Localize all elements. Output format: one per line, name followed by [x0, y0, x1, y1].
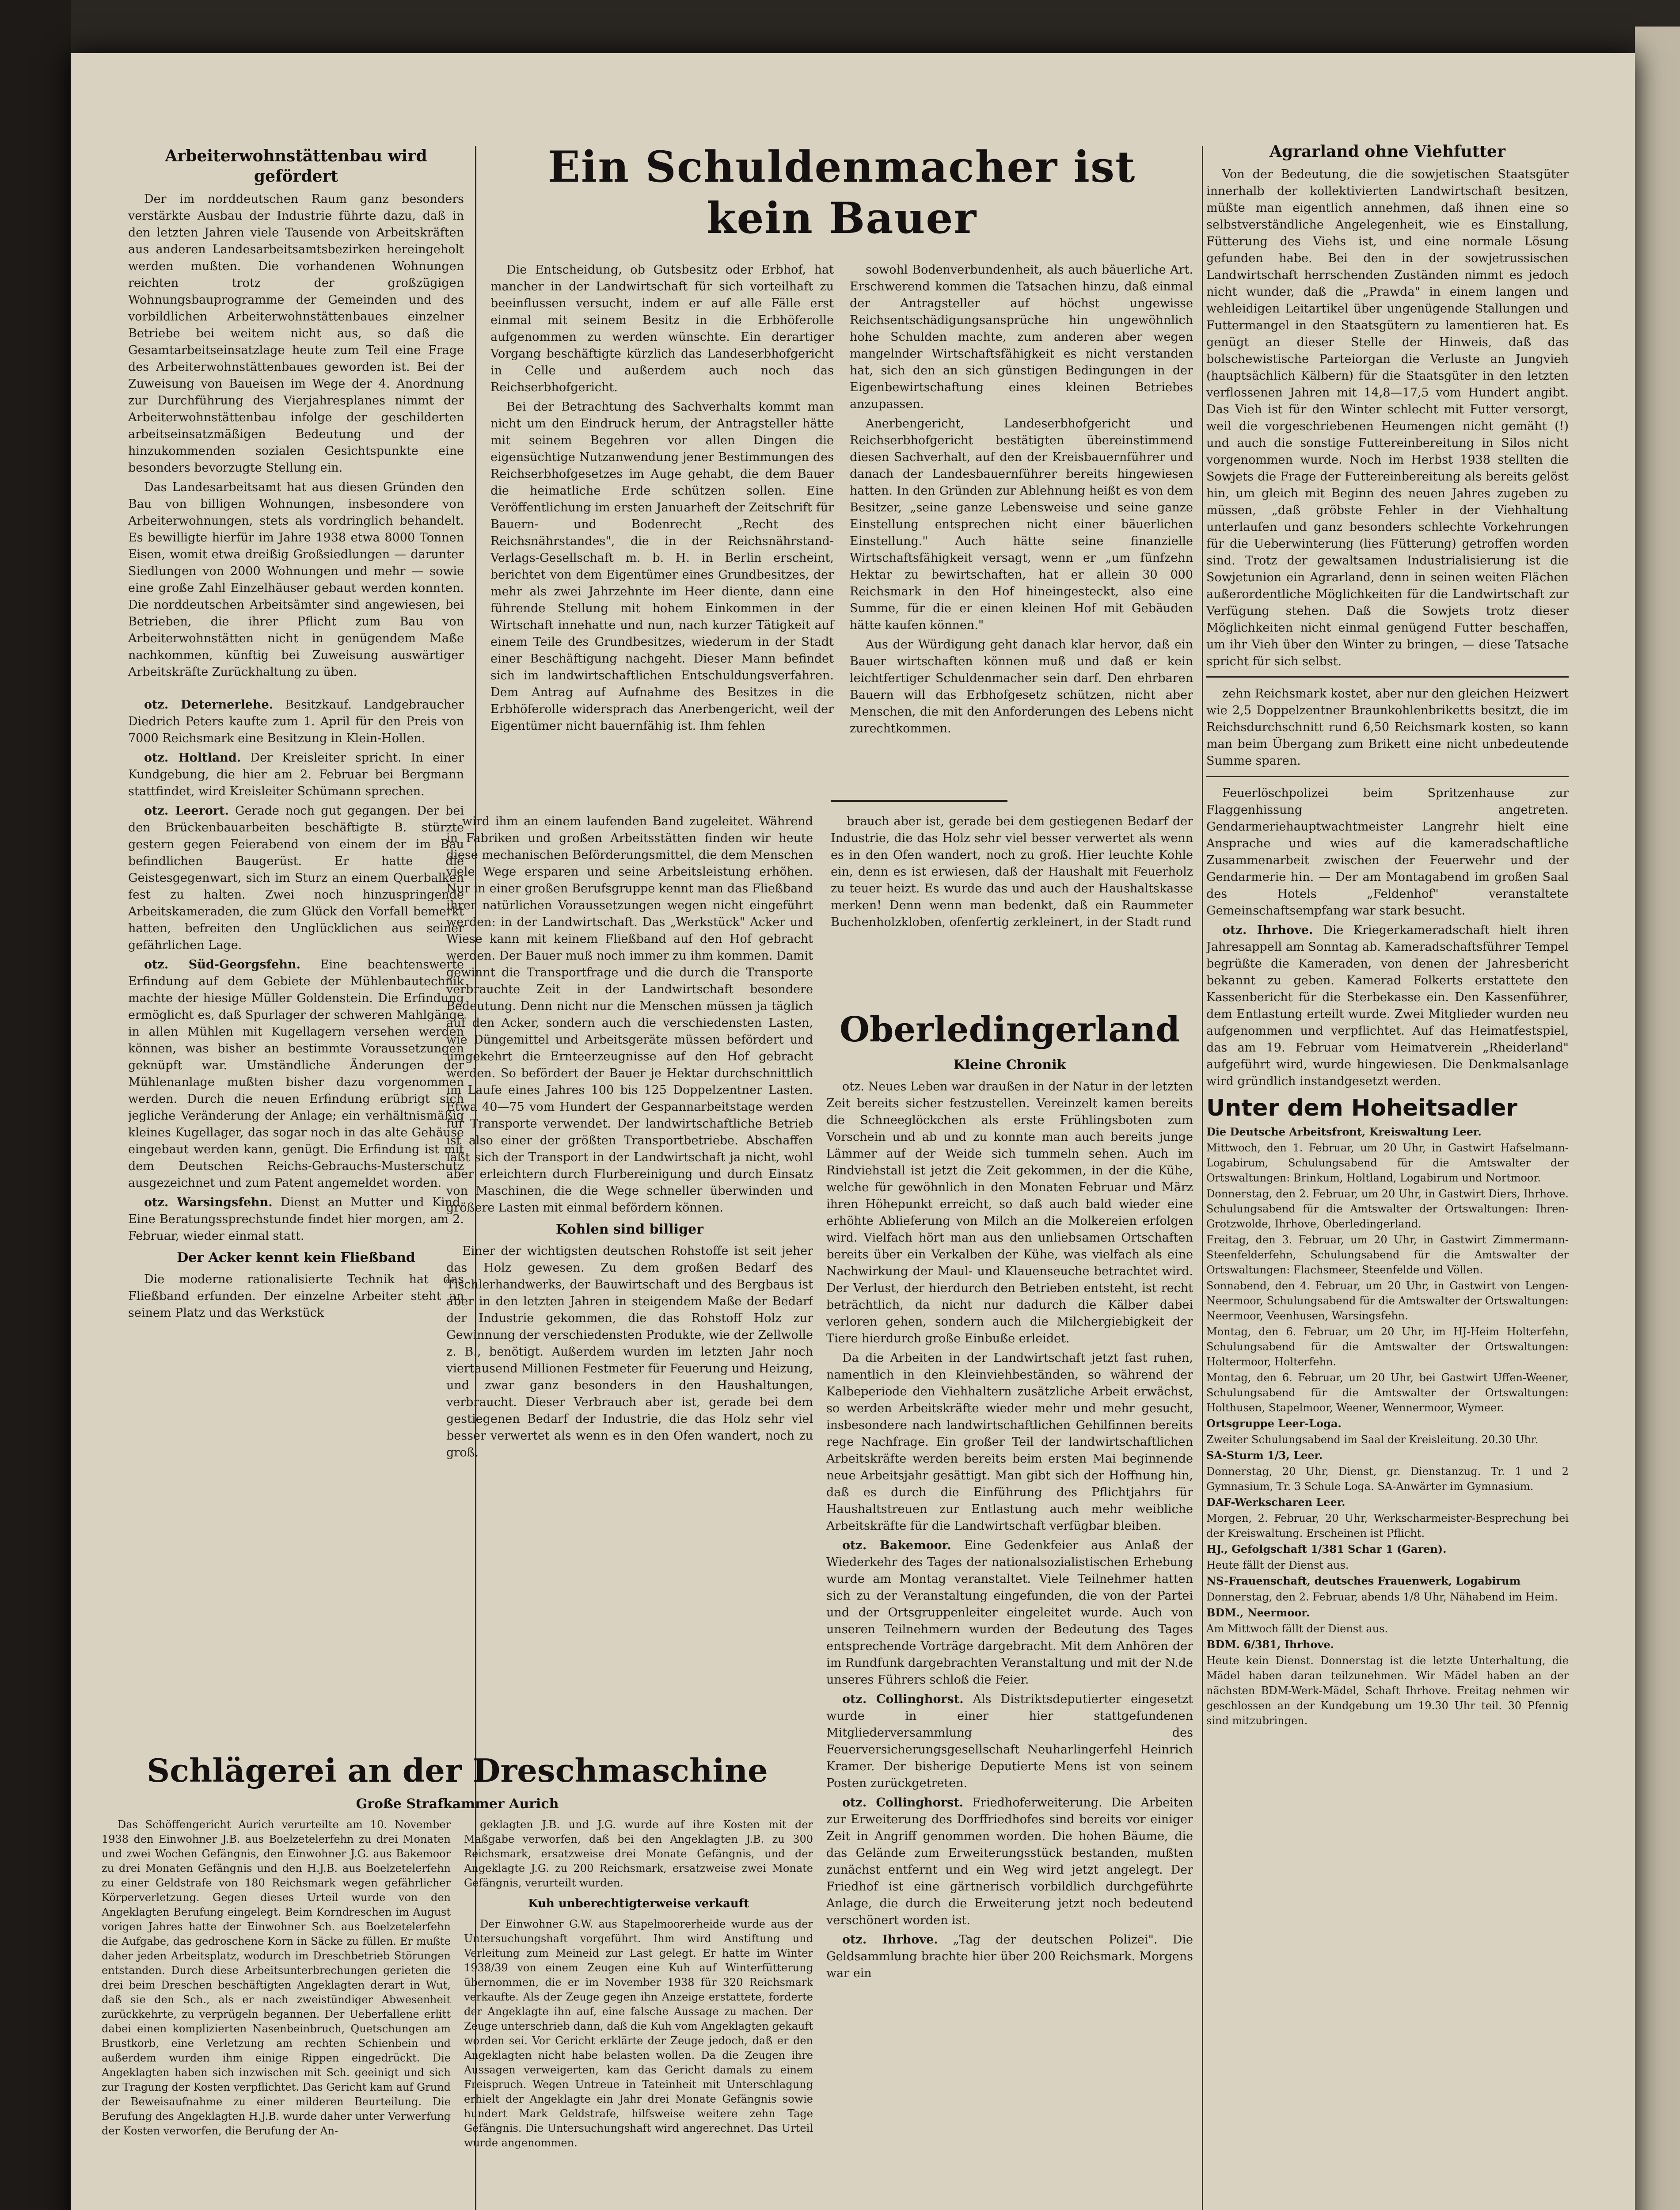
article-paragraph: sowohl Bodenverbundenheit, als auch bäuerliche Art. Erschwerend kommen die Tatsachen hinzu, daß einmal der Antragsteller auf höchst ungewisse Reichsentschädigungsansprüche hin ungewöhnlich hohe Schulden machte, zum anderen aber wegen mangelnder Wirtschaftsfähigkeit es nicht verstanden hat, sich den an sich günstigen Bedingungen in der Eigenbewirtschaftung eines kleinen Betriebes anzupassen. [850, 263, 1193, 411]
announcement-line: Mittwoch, den 1. Februar, um 20 Uhr, in Gastwirt Hafselmann-Logabirum, Schulungsabend für die Amtswalter der Ortswaltungen: Brinkum, Holtland, Logabirum und Nortmoor. [1206, 1142, 1569, 1184]
announcement-line: Am Mittwoch fällt der Dienst aus. [1206, 1623, 1388, 1635]
local-note: otz. Deternerlehe. Besitzkauf. Landgebraucher Diedrich Peters kaufte zum 1. April für den Preis von 7000 Reichsmark eine Besitzung in Klein-Hollen. [128, 698, 464, 745]
section-divider [1206, 676, 1569, 678]
article-paragraph: otz. Neues Leben war draußen in der Natur in der letzten Zeit bereits sicher festzustellen. Vereinzelt kamen bereits die Schneeglöckchen als erste Frühlingsboten zum Vorschein und ab und zu konnte man auch bereits junge Lämmer auf der Weide sich tummeln sehen. Auch im Rindviehstall ist jetzt die Zeit gekommen, in der die Kühe, welche für gewöhnlich in den Monaten Februar und März ihren Höhepunkt erreicht, so daß auch bald wieder eine erhöhte Ablieferung von Milch an die Molkereien erfolgen wird. Vielfach hört man aus den unliebsamen Ortschaften bereits über ein Verkalben der Kühe, was vielfach als eine Nachwirkung der Maul- und Klauenseuche betrachtet wird. Der Verlust, der hierdurch den Betrieben entsteht, ist recht beträchtlich, da nicht nur dadurch die Kälber dabei verloren gehen, sondern auch die Milchergiebigkeit der Tiere hierdurch große Einbuße erleidet. [826, 1080, 1193, 1345]
subheadline-kleine-chronik: Kleine Chronik [953, 1057, 1066, 1073]
article-paragraph: Von der Bedeutung, die die sowjetischen Staatsgüter innerhalb der kollektivierten Landwirtschaft besitzen, müßte man eigentlich annehmen, daß ihnen eine so selbstverständliche Angelegenheit, wie es Einstallung, Fütterung des Viehs ist, und eine normale Lösung gefunden habe. Bei den in der sowjetrussischen Landwirtschaft herrschenden Zuständen nimmt es jedoch nicht wunder, daß die „Prawda" in einem langen und wehleidigen Leitartikel über ungenügende Stallungen und Futtermangel in den Staatsgütern zu lamentieren hat. Es genügt an dieser Stelle der Hinweis, daß das bolschewistische Parteiorgan die Verluste an Jungvieh (hauptsächlich Kälbern) für die Staatsgüter in den letzten verflossenen Jahren mit 14,8—17,5 vom Hundert angibt. Das Vieh ist für den Winter schlecht mit Futter versorgt, weil die vorgeschriebenen Heumengen nicht gemäht (!) und auch die sonstige Futtereinbereitung in Silos nicht vorgenommen wurde. Noch im Herbst 1938 stellten die Sowjets die Frage der Futtereinbereitung als bereits gelöst hin, um gleich mit Beginn des neuen Jahres zugeben zu müssen, „daß gröbste Fehler in der Viehhaltung unterlaufen und ganz besonders schlechte Vorkehrungen für die Ueberwinterung (lies Fütterung) getroffen worden sind. Trotz der gewaltsamen Industrialisierung ist die Sowjetunion ein Agrarland, denn in seinen weiten Flächen außerordentliche Möglichkeiten für die Landwirtschaft zur Verfügung stehen. Daß die Sowjets trotz dieser Möglichkeiten nicht einmal genügend Futter beschaffen, um ihr Vieh über den Winter zu bringen, — diese Tatsache spricht für sich selbst. [1206, 168, 1569, 668]
announcement-line: DAF-Werkscharen Leer. [1206, 1496, 1346, 1509]
article-column [850, 262, 1193, 740]
article-paragraph: Da die Arbeiten in der Landwirtschaft jetzt fast ruhen, namentlich in den Kleinviehbeständen, so während der Kalbeperiode den Viehhaltern zusätzliche Arbeit erwächst, so werden Arbeitskräfte wieder mehr und mehr gesucht, insbesondere nach landwirtschaftlichen Gehilfinnen bereits rege Nachfrage. Ein großer Teil der landwirtschaftlichen Arbeitskräfte werden bereits beim ersten Mai beginnende neue Arbeitsjahr gesättigt. Man gibt sich der Hoffnung hin, daß es durch die Einführung des Pflichtjahrs für Haushaltstreuen zur Entlastung auch mehr weibliche Arbeitskräfte für die Landwirtschaft verfügbar bleiben. [826, 1351, 1193, 1533]
article-column [102, 1818, 451, 2153]
local-note: otz. Bakemoor. Eine Gedenkfeier aus Anlaß der Wiederkehr des Tages der nationalsozialistischen Erhebung wurde am Montag veranstaltet. Viele Teilnehmer hatten sich zu der Veranstaltung eingefunden, die von der Partei und der Ortsgruppenleiter eingeleitet wurde. Auch von unseren Teilnehmern wurden der Bedeutung des Tages entsprechende Vorträge dargebracht. Mit dem Anhören der im Rundfunk dargebrachten Veranstaltung und mit der N.de unseres Führers schloß die Feier. [826, 1539, 1193, 1687]
announcement-line: Freitag, den 3. Februar, um 20 Uhr, in Gastwirt Zimmermann-Steenfelderfehn, Schulungsabend für die Amtswalter der Ortswaltungen: Flachsmeer, Steenfelde und Völlen. [1206, 1234, 1569, 1276]
announcement-line: Heute fällt der Dienst aus. [1206, 1559, 1349, 1571]
announcement-line: BDM., Neermoor. [1206, 1606, 1310, 1619]
local-note: otz. Ihrhove. Die Kriegerkameradschaft hielt ihren Jahresappell am Sonntag ab. Kameradschaftsführer Tempel begrüßte die Kameraden, von denen der Jahresbericht bekannt zu geben. Kamerad Folkerts erstattete den Kassenbericht für die Sterbekasse ein. Den Kassenführer, dem Entlastung erteilt wurde. Zwei Mitglieder wurden neu aufgenommen und verpflichtet. Auf das Heimatfestspiel, das am 19. Februar vom Heimatverein „Rheiderland" aufgeführt wird, wurde hingewiesen. Die Denkmalsanlage wird gründlich instandgesetzt werden. [1206, 923, 1569, 1088]
center-article [490, 141, 1193, 796]
headline-agrarland: Agrarland ohne Viehfutter [1270, 142, 1505, 161]
column-right [1206, 141, 1569, 2210]
announcement-line: Morgen, 2. Februar, 20 Uhr, Werkscharmeister-Besprechung bei der Kreiswaltung. Erscheinen ist Pflicht. [1206, 1512, 1569, 1539]
oberledingerland-section [826, 1008, 1193, 2210]
subheadline-strafkammer: Große Strafkammer Aurich [356, 1796, 559, 1812]
article-paragraph: zehn Reichsmark kostet, aber nur den gleichen Heizwert wie 2,5 Doppelzentner Braunkohlenbriketts besitzt, die im Reichsdurchschnitt rund 6,50 Reichsmark kosten, so kann man beim Übergang zum Brikett eine nicht unbedeutende Summe sparen. [1206, 687, 1569, 768]
article-paragraph: Die moderne rationalisierte Technik hat das Fließband erfunden. Der einzelne Arbeiter steht an seinem Platz und das Werkstück [128, 1273, 464, 1320]
local-note: otz. Holtland. Der Kreisleiter spricht. In einer Kundgebung, die hier am 2. Februar bei Bergmann stattfindet, wird Kreisleiter Schümann sprechen. [128, 751, 464, 798]
next-page-edge [1635, 27, 1680, 2210]
article-column [464, 1818, 813, 2153]
announcement-line: BDM. 6/381, Ihrhove. [1206, 1638, 1334, 1651]
scan-left-border [0, 0, 71, 2210]
subheadline-acker: Der Acker kennt kein Fließband [177, 1250, 415, 1265]
local-note: otz. Collinghorst. Friedhoferweiterung. Die Arbeiten zur Erweiterung des Dorffriedhofes sind bereits vor einiger Zeit in Angriff genommen worden. Die hohen Bäume, die das Gelände zum Erweiterungsstück bestanden, mußten zunächst entfernt und ein Weg wird jetzt angelegt. Der Friedhof ist eine gärtnerisch vorbildlich durchgeführte Anlage, die durch die Erweiterung jetzt noch bedeutend verschönert worden ist. [826, 1796, 1193, 1927]
announcement-line: Ortsgruppe Leer-Loga. [1206, 1417, 1342, 1430]
subheadline-kohlen: Kohlen sind billiger [556, 1222, 703, 1237]
column-left [128, 146, 464, 1613]
local-note: otz. Süd-Georgsfehn. Eine beachtenswerte Erfindung auf dem Gebiete der Mühlenbautechnik machte der hiesige Müller Goldenstein. Die Erfindung ermöglicht es, daß Spurlager der schweren Mahlgänge in allen Mühlen mit Kugellagern versehen werden können, was bisher an bestimmte Voraussetzungen geknüpft war. Umständliche Änderungen der Mühlenanlage mußten bisher dazu vorgenommen werden. Durch die neuen Erfindung erübrigt sich jegliche Veränderung der Anlage; ein verhältnismäßig kleines Kugellager, das sogar noch in das alte Gehäuse eingebaut werden kann, genügt. Die Erfindung ist mit dem Deutschen Reichs-Gebrauchs-Musterschutz ausgezeichnet und zum Patent angemeldet worden. [128, 958, 464, 1190]
headline-arbeiterwohnstaetten: Arbeiterwohnstättenbau wird gefördert [165, 147, 427, 186]
article-paragraph: Der Einwohner G.W. aus Stapelmoorerheide wurde aus der Untersuchungshaft vorgeführt. Ihm wird Anstiftung und Verleitung zum Meineid zur Last gelegt. Er hatte im Winter 1938/39 von einem Zeugen eine Kuh auf Winterfütterung übernommen, die er im November 1938 für 320 Reichsmark verkaufte. Als der Zeuge gegen ihn Anzeige erstattete, forderte der Angeklagte ihn auf, eine falsche Aussage zu machen. Der Zeuge unterschrieb dann, daß die Kuh vom Angeklagten gekauft worden sei. Vor Gericht erklärte der Zeuge jedoch, daß er den Angeklagten nicht habe belasten wollen. Da die Zeugen ihre Aussagen verweigerten, kam das Gericht damals zu einem Freispruch. Wegen Untreue in Tateinheit mit Unterschlagung erhielt der Angeklagte ein Jahr drei Monate Gefängnis sowie hundert Mark Geldstrafe, hilfsweise weitere zehn Tage Gefängnis. Die Untersuchungshaft wird angerechnet. Das Urteil wurde angenommen. [464, 1918, 813, 2149]
fliessband-continuation [446, 813, 813, 1843]
article-paragraph: Feuerlöschpolizei beim Spritzenhause zur Flaggenhissung angetreten. Gendarmeriehauptwachtmeister Langrehr hielt eine Ansprache und wies auf die kameradschaftliche Zusammenarbeit zwischen der Feuerwehr und der Gendarmerie hin. — Der am Montagabend im großen Saal des Hotels „Feldenhof" veranstaltete Gemeinschaftsempfang war stark besucht. [1206, 786, 1569, 918]
announcement-line: Donnerstag, den 2. Februar, um 20 Uhr, in Gastwirt Diers, Ihrhove. Schulungsabend für die Amtswalter der Ortswaltungen: Ihren-Grotzwolde, Ihrhove, Oberledingerland. [1206, 1188, 1569, 1230]
horizontal-divider [831, 800, 1007, 802]
headline-schlaegerei: Schlägerei an der Dreschmaschine [147, 1752, 768, 1789]
column-divider [1202, 146, 1203, 2210]
article-paragraph: Anerbengericht, Landeserbhofgericht und Reichserbhofgericht bestätigten übereinstimmend diesen Sachverhalt, auf den der Kreisbauernführer und danach der Landesbauernführer bereits hingewiesen hatten. In den Gründen zur Ablehnung heißt es von dem Besitzer, „seine ganze Lebensweise und seine ganze Einstellung entsprechen nicht einer bäuerlichen Einstellung." Auch hätte seine finanzielle Wirtschaftsfähigkeit versagt, wenn er „um fünfzehn Hektar zu bewirtschaften, hat er allein 30 000 Reichsmark in den Hof hineingesteckt, also eine Summe, für die er einen kleinen Hof mit Gebäuden hätte kaufen können." [850, 417, 1193, 632]
article-column [490, 262, 834, 740]
article-paragraph: Bei der Betrachtung des Sachverhalts kommt man nicht um den Eindruck herum, der Antragsteller hätte mit seinem Begehren vor allen Dingen die eigensüchtige Nutzanwendung jener Bestimmungen des Reichserbhofgesetzes im Auge gehabt, die dem Bauer die heimatliche Erde schützen sollen. Eine Veröffentlichung im ersten Januarheft der Zeitschrift für Bauern- und Bodenrecht „Recht des Reichsnährstandes", die in der Reichsnährstand-Verlags-Gesellschaft m. b. H. in Berlin erscheint, berichtet von dem Eigentümer eines Grundbesitzes, der mehr als zwei Jahrzehnte im Heer diente, dann eine führende Stellung mit hohem Einkommen in der Wirtschaft innehatte und nun, nach kurzer Tätigkeit auf einem Teile des Grundbesitzes, wiederum in der Stadt einer Beschäftigung nachgeht. Dieser Mann befindet sich im landwirtschaftlichen Entschuldungsverfahren. Dem Antrag auf Aufnahme des Besitzes in die Erbhöferolle widersprach das Anerbengericht, weil der Eigentümer nicht bauernfähig ist. Ihm fehlen [490, 400, 834, 733]
article-paragraph: Die Entscheidung, ob Gutsbesitz oder Erbhof, hat mancher in der Landwirtschaft für sich vorteilhaft zu beeinflussen versucht, indem er auf alle Fälle erst einmal mit seinem Besitz in die Erbhöferolle aufgenommen zu werden wünschte. Ein derartiger Vorgang beschäftigte kürzlich das Landeserbhofgericht in Celle und außerdem auch noch das Reichserbhofgericht. [490, 263, 834, 394]
announcement-line: Sonnabend, den 4. Februar, um 20 Uhr, in Gastwirt von Lengen-Neermoor, Schulungsabend für die Amtswalter der Ortswaltungen: Neermoor, Veenhusen, Warsingsfehn. [1206, 1280, 1569, 1322]
announcement-line: Zweiter Schulungsabend im Saal der Kreisleitung. 20.30 Uhr. [1206, 1433, 1539, 1446]
article-paragraph: Das Landesarbeitsamt hat aus diesen Gründen den Bau von billigen Wohnungen, insbesondere von Arbeiterwohnungen, stets als vordringlich behandelt. Es bewilligte hierfür im Jahre 1938 etwa 8000 Tonnen Eisen, womit etwa dreißig Großsiedlungen — darunter Siedlungen von 2000 Wohnungen und mehr — sowie eine große Zahl Einzelhäuser gebaut werden konnten. Die norddeutschen Arbeitsämter sind angewiesen, bei Betrieben, die ihrer Pflicht zum Bau von Arbeiterwohnstätten nicht in genügendem Maße nachkommen, künftig bei Zuweisung auswärtiger Arbeitskräfte Zurückhaltung zu üben. [128, 480, 464, 679]
announcement-line: Donnerstag, den 2. Februar, abends 1/8 Uhr, Nähabend im Heim. [1206, 1591, 1558, 1603]
article-paragraph: Der im norddeutschen Raum ganz besonders verstärkte Ausbau der Industrie führte dazu, daß in den letzten Jahren viele Tausende von Arbeitskräften aus anderen Landesarbeitsamtsbezirken hereingeholt werden mußten. Die vorhandenen Wohnungen reichten trotz der großzügigen Wohnungsbauprogramme der Gemeinden und des vorbildlichen Arbeiterwohnstättenbaues einzelner Betriebe bei weitem nicht aus, so daß die Gesamtarbeitseinsatzlage heute zum Teil eine Frage des Arbeiterwohnstättenbaues geworden ist. Bei der Zuweisung von Baueisen im Wege der 4. Anordnung zur Durchführung des Vierjahresplanes nimmt der Arbeiterwohnstättenbau infolge der geschilderten arbeitseinsatzmäßigen Bedeutung und der hinzukommenden sozialen Gesichtspunkte eine besonders bevorzugte Stellung ein. [128, 192, 464, 475]
schlaegerei-article [102, 1750, 813, 2210]
headline-oberledingerland: Oberledingerland [839, 1010, 1180, 1050]
announcement-line: NS-Frauenschaft, deutsches Frauenwerk, Logabirum [1206, 1574, 1521, 1587]
local-note: otz. Ihrhove. „Tag der deutschen Polizei". Die Geldsammlung brachte hier über 200 Reichsmark. Morgens war ein [826, 1933, 1193, 1980]
local-note: otz. Leerort. Gerade noch gut gegangen. Der bei den Brückenbauarbeiten beschäftigte B. stürzte gestern gegen Feierabend von einem der im Bau befindlichen Baugerüst. Er hatte die Geistesgegenwart, sich im Sturz an einem Querbalken fest zu halten. Zwei noch hinzuspringende Arbeitskameraden, die zum Glück den Vorfall bemerkt hatten, befreiten den Unglücklichen aus seiner gefährlichen Lage. [128, 804, 464, 952]
announcement-line: HJ., Gefolgschaft 1/381 Schar 1 (Garen). [1206, 1543, 1447, 1555]
article-paragraph: Einer der wichtigsten deutschen Rohstoffe ist seit jeher das Holz gewesen. Zu dem großen Bedarf des Tischlerhandwerks, der Bauwirtschaft und des Bergbaus ist aber in den letzten Jahren in steigendem Maße der Bedarf der Industrie gekommen, die das Rohstoff Holz zur Gewinnung der verschiedensten Produkte, wie der Zellwolle z. B., benötigt. Außerdem wurden im letzten Jahr noch viertausend Millionen Festmeter für Feuerung und Heizung, und zwar ganz besonders in den Haushaltungen, verbraucht. Dieser Verbrauch aber ist, gerade bei dem gestiegenen Bedarf der Industrie, die das Holz sehr viel besser verwertet als wenn es in den Ofen wandert, noch zu groß. [446, 1244, 813, 1459]
announcement-line: SA-Sturm 1/3, Leer. [1206, 1449, 1323, 1462]
announcement-line: Montag, den 6. Februar, um 20 Uhr, im HJ-Heim Holterfehn, Schulungsabend für die Amtswalter der Ortswaltungen: Holtermoor, Holterfehn. [1206, 1326, 1569, 1368]
local-note: otz. Collinghorst. Als Distriktsdeputierter eingesetzt wurde in einer hier stattgefundenen Mitgliederversammlung des Feuerversicherungsgesellschaft Neuharlingerfehl Heinrich Kramer. Der bisherige Deputierte Mens ist von seinem Posten zurückgetreten. [826, 1692, 1193, 1790]
announcement-line: Donnerstag, 20 Uhr, Dienst, gr. Dienstanzug. Tr. 1 und 2 Gymnasium, Tr. 3 Schule Loga. SA-Anwärter im Gymnasium. [1206, 1465, 1569, 1493]
article-paragraph: brauch aber ist, gerade bei dem gestiegenen Bedarf der Industrie, die das Holz sehr viel besser verwertet als wenn es in den Ofen wandert, noch zu groß. Hier leuchte Kohle ein, denn es ist erwiesen, daß der Haushalt mit Feuerholz zu teuer heizt. Es wurde das und auch der Haushaltskasse merken! Denn wenn man bedenkt, daß ein Raummeter Buchenholzkloben, ofenfertig zerkleinert, in der Stadt rund [831, 815, 1193, 929]
article-paragraph: Das Schöffengericht Aurich verurteilte am 10. November 1938 den Einwohner J.B. aus Boelzetelerfehn zu drei Monaten und zwei Wochen Gefängnis, den Einwohner J.G. aus Bakemoor zu drei Monaten Gefängnis und den H.J.B. aus Boelzetelerfehn zu einer Geldstrafe von 180 Reichsmark wegen gefährlicher Körperverletzung. Gegen dieses Urteil wurde von den Angeklagten Berufung eingelegt. Beim Korndreschen im August vorigen Jahres hatte der Einwohner Sch. aus Boelzetelerfehn die Aufgabe, das gedroschene Korn in Säcke zu füllen. Er mußte daher jeden Arbeitsplatz, wodurch im Dreschbetrieb Störungen entstanden. Durch diese Arbeitsunterbrechungen gerieten die drei beim Dreschen beschäftigten Angeklagten derart in Wut, daß sie den Sch., als er nach zweistündiger Abwesenheit zurückkehrte, zu verprügeln begannen. Der Ueberfallene erlitt dabei einen komplizierten Nasenbeinbruch, Quetschungen am Brustkorb, eine Verletzung am rechten Schienbein und außerdem wurden ihm einige Rippen eingedrückt. Die Angeklagten haben sich inzwischen mit Sch. geeinigt und sich zur Tragung der Kosten verpflichtet. Das Gericht kam auf Grund der Beweisaufnahme zu einer milderen Beurteilung. Die Berufung des Angeklagten H.J.B. wurde daher unter Verwerfung der Kosten verworfen, die Berufung der An- [102, 1818, 451, 2137]
section-divider [1206, 776, 1569, 777]
article-paragraph: geklagten J.B. und J.G. wurde auf ihre Kosten mit der Maßgabe verworfen, daß bei den Angeklagten J.B. zu 300 Reichsmark, ersatzweise drei Monate Gefängnis, und der Angeklagte J.G. zu 200 Reichsmark, ersatzweise zwei Monate Gefängnis, verurteilt wurden. [464, 1818, 813, 1889]
announcement-list [1206, 1124, 1569, 1728]
announcement-line: Montag, den 6. Februar, um 20 Uhr, bei Gastwirt Uffen-Weener, Schulungsabend für die Amtswalter der Ortswaltungen: Holthusen, Stapelmoor, Weener, Wennermoor, Wymeer. [1206, 1372, 1569, 1414]
local-note: otz. Warsingsfehn. Dienst an Mutter und Kind. Eine Beratungssprechstunde findet hier morgen, am 2. Februar, wieder einmal statt. [128, 1196, 464, 1243]
headline-hoheitsadler: Unter dem Hoheitsadler [1206, 1095, 1518, 1121]
article-paragraph: wird ihm an einem laufenden Band zugeleitet. Während in Fabriken und großen Arbeitsstätten finden wir heute diese mechanischen Beförderungsmittel, die dem Menschen viele Wege ersparen und seine Arbeitsleistung erhöhen. Nur in einer großen Berufsgruppe kennt man das Fließband ihrer natürlichen Voraussetzungen wegen nicht eingeführt werden: in der Landwirtschaft. Das „Werkstück" Acker und Wiese kann mit keinem Fließband auf den Hof gebracht werden. Der Bauer muß noch immer zu ihm kommen. Damit gewinnt die Transportfrage und die durch die Transporte verbrauchte Zeit in der Landwirtschaft besondere Bedeutung. Denn nicht nur die Menschen müssen ja täglich auf den Acker, sondern auch die verschiedensten Lasten, wie Düngemittel und Arbeitsgeräte müssen befördert und umgekehrt die Ernteerzeugnisse auf den Hof gebracht werden. So befördert der Bauer je Hektar durchschnittlich im Laufe eines Jahres 100 bis 125 Doppelzentner Lasten. Etwa 40—75 vom Hundert der Gespannarbeitstage werden für Transporte verwendet. Der landwirtschaftliche Betrieb ist also einer der größten Transportbetriebe. Abschaffen läßt sich der Transport in der Landwirtschaft ja nicht, wohl aber erleichtern durch Flurbereinigung und durch Einsatz von Maschinen, die die Wege schneller überwinden und größere Lasten mit einmal befördern können. [446, 815, 813, 1215]
announcement-line: Die Deutsche Arbeitsfront, Kreiswaltung Leer. [1206, 1125, 1482, 1138]
headline-schuldenmacher: Ein Schuldenmacher ist kein Bauer [547, 142, 1136, 243]
kohlen-continuation [831, 813, 1193, 990]
announcement-line: Heute kein Dienst. Donnerstag ist die letzte Unterhaltung, die Mädel haben daran teilzunehmen. Wir Mädel haben an der nächsten BDM-Werk-Mädel, Schaft Ihrhove. Freitag nehmen wir geschlossen an der Kundgebung um 19.30 Uhr teil. 30 Pfennig sind mitzubringen. [1206, 1654, 1569, 1727]
article-paragraph: Aus der Würdigung geht danach klar hervor, daß ein Bauer wirtschaften können muß und daß er kein leichtfertiger Schuldenmacher sein darf. Den ehrbaren Bauern will das Erbhofgesetz schützen, nicht aber Menschen, die mit den Anforderungen des Lebens nicht zurechtkommen. [850, 638, 1193, 735]
subheadline-kuh: Kuh unberechtigterweise verkauft [528, 1897, 749, 1910]
